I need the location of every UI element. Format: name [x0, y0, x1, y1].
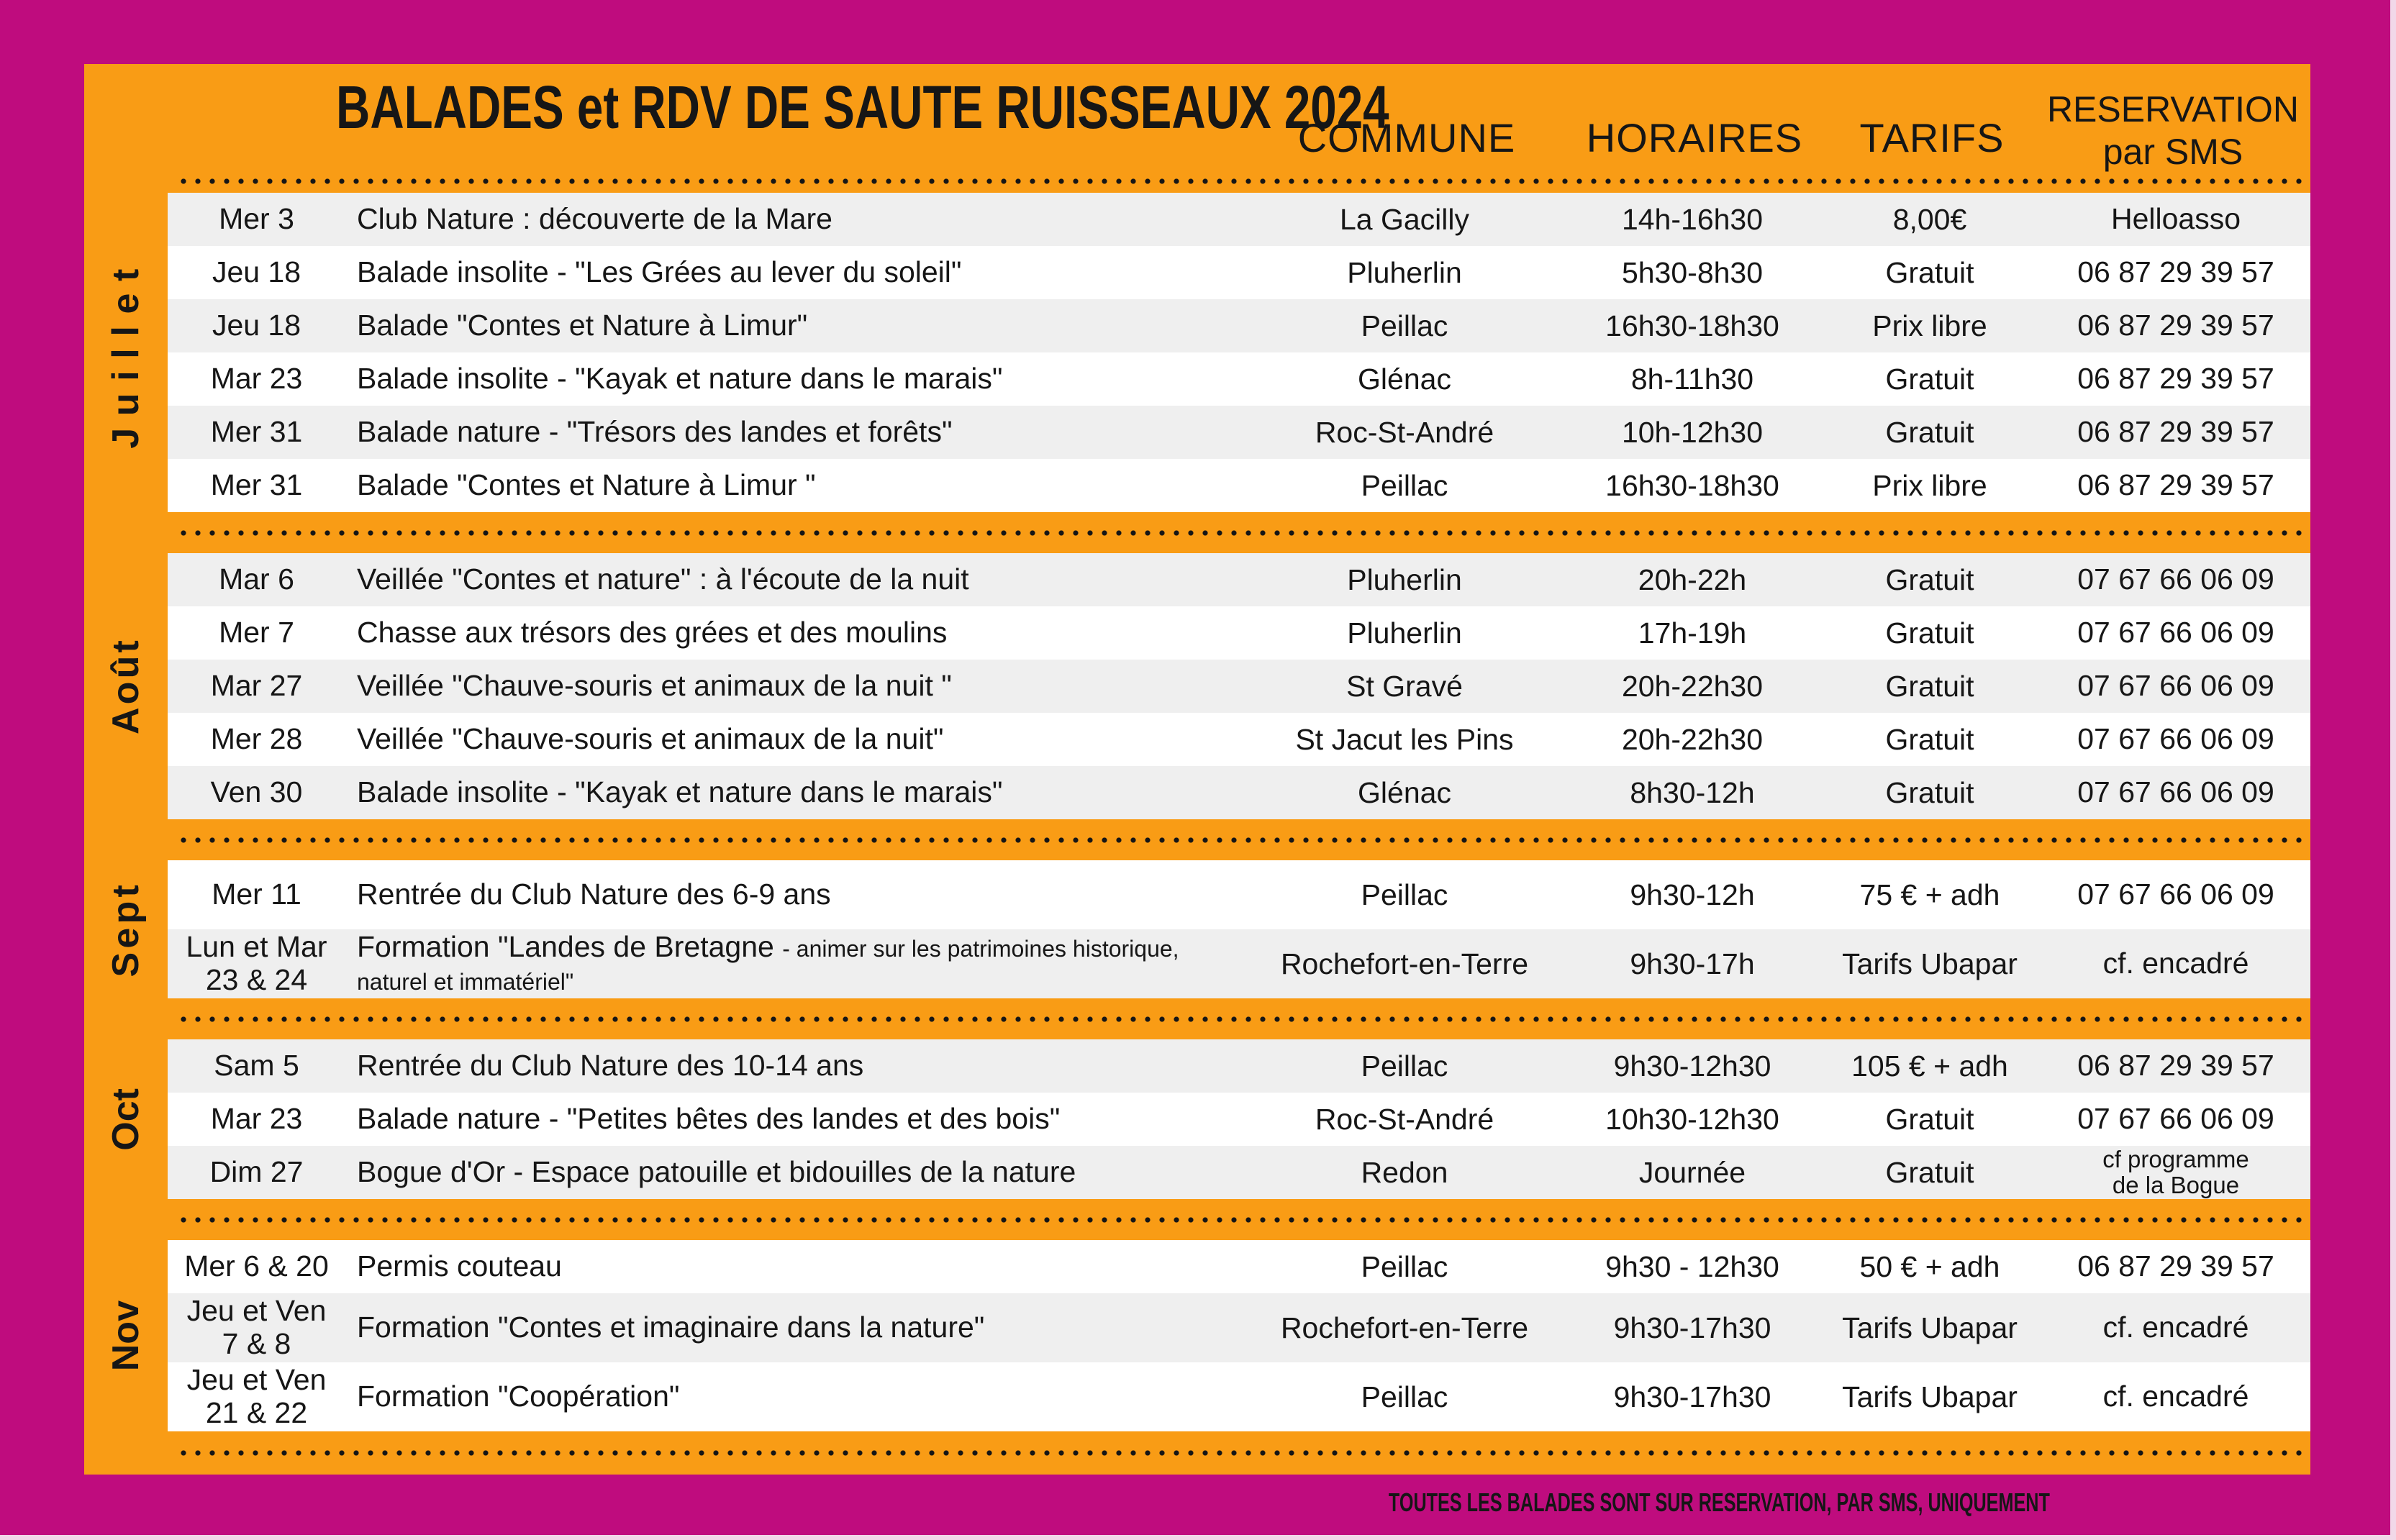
- event-title-cell: [345, 1049, 1243, 1083]
- dotted-separator: [84, 512, 2310, 553]
- date-line1: Dim 27: [209, 1155, 304, 1189]
- date-cell: [168, 1103, 345, 1136]
- date-line1: Jeu 18: [212, 309, 301, 342]
- event-title-cell: [345, 1250, 1243, 1283]
- dotted-line: [176, 178, 2303, 184]
- month-label: Sept: [105, 881, 147, 978]
- date-line1: Jeu et Ven: [186, 1363, 327, 1397]
- scan-edge-artifact-right: [2390, 0, 2396, 1540]
- date-line1: Mer 28: [210, 722, 303, 756]
- date-line1: Mer 7: [219, 616, 294, 650]
- event-title: Balade nature - "Petites bêtes des landes et des bois": [357, 1102, 1061, 1136]
- column-header-tarifs: TARIFS: [1859, 115, 2005, 160]
- month-label: Août: [105, 637, 147, 735]
- column-header-reservation: [2043, 88, 2302, 173]
- horaires-cell: 10h-12h30: [1621, 415, 1764, 449]
- tarif-cell: Gratuit: [1885, 1155, 1974, 1189]
- date-cell: [168, 256, 345, 289]
- month-section: [84, 1240, 2310, 1431]
- date-cell: [168, 1049, 345, 1083]
- dotted-line: [176, 1450, 2303, 1456]
- month-label: Juillet: [105, 256, 147, 449]
- date-line1: Mer 6 & 20: [184, 1249, 329, 1283]
- reservation-cell: [2041, 1049, 2310, 1082]
- event-title: Formation "Contes et imaginaire dans la nature": [357, 1311, 985, 1344]
- event-title-cell: [345, 1156, 1243, 1189]
- table-row: [168, 1240, 2310, 1293]
- footer-note: TOUTES LES BALADES SONT SUR RESERVATION, PAR SMS, UNIQUEMENT: [1388, 1487, 2050, 1517]
- date-cell: [168, 363, 345, 396]
- date-line1: Mar 27: [210, 669, 303, 703]
- tarif-cell: Gratuit: [1885, 722, 1974, 756]
- horaires-cell: 14h-16h30: [1621, 202, 1764, 236]
- horaires-cell: 8h30-12h: [1630, 775, 1755, 809]
- commune-cell: Pluherlin: [1347, 562, 1462, 596]
- reservation-value: Helloasso: [2110, 202, 2241, 236]
- table-row: [168, 606, 2310, 660]
- horaires-cell: 9h30-17h30: [1613, 1380, 1771, 1413]
- commune-cell: La Gacilly: [1339, 202, 1469, 236]
- horaires-cell: 20h-22h30: [1621, 669, 1764, 703]
- event-title-cell: [345, 931, 1243, 997]
- reservation-value: 06 87 29 39 57: [2077, 309, 2274, 342]
- tarif-cell: Gratuit: [1885, 362, 1974, 396]
- dotted-line: [176, 1016, 2303, 1022]
- horaires-cell: 5h30-8h30: [1621, 255, 1764, 289]
- dotted-separator: [84, 819, 2310, 860]
- date-cell: [168, 416, 345, 449]
- reservation-cell: [2041, 416, 2310, 448]
- date-cell: [168, 1295, 345, 1361]
- month-rows: [168, 193, 2310, 512]
- table-row: [168, 713, 2310, 766]
- date-line1: Mer 11: [212, 878, 301, 911]
- horaires-cell: 17h-19h: [1638, 616, 1747, 650]
- date-cell: [168, 563, 345, 596]
- commune-cell: Peillac: [1361, 878, 1448, 911]
- horaires-cell: 16h30-18h30: [1605, 309, 1779, 342]
- event-title-cell: [345, 256, 1243, 289]
- month-label-column: [84, 1039, 168, 1199]
- month-section: [84, 553, 2310, 819]
- date-cell: [168, 1250, 345, 1283]
- commune-cell: Roc-St-André: [1315, 1102, 1494, 1136]
- tarif-cell: Prix libre: [1872, 468, 1987, 502]
- reservation-cell: [2041, 878, 2310, 911]
- calendar-header: [84, 64, 2310, 172]
- horaires-cell: 9h30-12h30: [1613, 1049, 1771, 1083]
- date-line2: 7 & 8: [222, 1327, 291, 1360]
- event-title-cell: [345, 309, 1243, 342]
- date-line1: Mer 31: [210, 468, 303, 502]
- date-line1: Mar 6: [219, 562, 294, 596]
- commune-cell: Glénac: [1358, 775, 1451, 809]
- reservation-cell: [2041, 203, 2310, 235]
- tarif-cell: Gratuit: [1885, 775, 1974, 809]
- event-title-cell: [345, 1311, 1243, 1344]
- reservation-value: 06 87 29 39 57: [2077, 1249, 2274, 1283]
- reservation-cell: [2041, 947, 2310, 980]
- month-section: [84, 193, 2310, 512]
- date-line1: Mar 23: [210, 362, 303, 396]
- event-title-cell: [345, 776, 1243, 809]
- table-row: [168, 246, 2310, 299]
- month-label: Oct: [105, 1088, 147, 1151]
- event-title: Permis couteau: [357, 1249, 562, 1283]
- date-cell: [168, 776, 345, 809]
- dotted-separator: [84, 1431, 2310, 1475]
- event-title: Formation "Coopération": [357, 1380, 680, 1413]
- reservation-cell: [2041, 670, 2310, 702]
- dotted-separator: [84, 169, 2310, 193]
- reservation-value: 06 87 29 39 57: [2077, 255, 2274, 289]
- tarif-cell: Tarifs Ubapar: [1842, 1380, 2018, 1413]
- date-cell: [168, 1156, 345, 1189]
- horaires-cell: 9h30-12h: [1630, 878, 1755, 911]
- month-rows: [168, 860, 2310, 998]
- reservation-value: 06 87 29 39 57: [2077, 362, 2274, 396]
- tarif-cell: 50 € + adh: [1859, 1249, 2000, 1283]
- table-row: [168, 1146, 2310, 1199]
- reservation-header-line2: par SMS: [2102, 132, 2243, 172]
- date-line2: 23 & 24: [205, 963, 308, 996]
- month-section: [84, 1039, 2310, 1199]
- tarif-cell: 105 € + adh: [1851, 1049, 2008, 1083]
- reservation-value: 07 67 66 06 09: [2077, 616, 2274, 650]
- event-title-cell: [345, 1103, 1243, 1136]
- event-title: Balade nature - "Trésors des landes et forêts": [357, 415, 953, 449]
- reservation-cell: [2041, 469, 2310, 501]
- date-cell: [168, 931, 345, 997]
- commune-cell: Rochefort-en-Terre: [1280, 947, 1529, 980]
- tarif-cell: Tarifs Ubapar: [1842, 1311, 2018, 1344]
- dotted-line: [176, 1217, 2303, 1223]
- month-label-column: [84, 553, 168, 819]
- date-cell: [168, 309, 345, 342]
- commune-cell: Peillac: [1361, 309, 1448, 342]
- table-row: [168, 193, 2310, 246]
- commune-cell: Pluherlin: [1347, 255, 1462, 289]
- reservation-value: 06 87 29 39 57: [2077, 1049, 2274, 1083]
- date-line1: Mer 31: [210, 415, 303, 449]
- reservation-value: 07 67 66 06 09: [2077, 878, 2274, 911]
- reservation-value: 07 67 66 06 09: [2077, 562, 2274, 596]
- event-title-cell: [345, 363, 1243, 396]
- event-title: Bogue d'Or - Espace patouille et bidouilles de la nature: [357, 1155, 1076, 1189]
- tarif-cell: Gratuit: [1885, 415, 1974, 449]
- event-subtitle: - animer sur les patrimoines historique, naturel et immatériel": [357, 936, 1179, 995]
- table-row: [168, 929, 2310, 998]
- table-row: [168, 352, 2310, 406]
- date-cell: [168, 723, 345, 756]
- commune-cell: Redon: [1361, 1155, 1448, 1189]
- horaires-cell: 20h-22h: [1638, 562, 1747, 596]
- month-section: [84, 860, 2310, 998]
- reservation-value: 06 87 29 39 57: [2077, 468, 2274, 502]
- event-title: Balade "Contes et Nature à Limur ": [357, 468, 816, 502]
- reservation-cell: [2041, 1147, 2310, 1198]
- reservation-cell: [2041, 256, 2310, 288]
- reservation-cell: [2041, 563, 2310, 596]
- commune-cell: Peillac: [1361, 468, 1448, 502]
- tarif-cell: Tarifs Ubapar: [1842, 947, 2018, 980]
- dotted-line: [176, 837, 2303, 843]
- date-cell: [168, 469, 345, 502]
- date-line1: Jeu et Ven: [186, 1294, 327, 1328]
- column-header-commune: COMMUNE: [1297, 115, 1516, 160]
- table-row: [168, 406, 2310, 459]
- reservation-cell: [2041, 1103, 2310, 1135]
- reservation-value: cf programme: [2102, 1146, 2249, 1172]
- reservation-cell: [2041, 1250, 2310, 1282]
- commune-cell: Peillac: [1361, 1380, 1448, 1413]
- commune-cell: Roc-St-André: [1315, 415, 1494, 449]
- date-cell: [168, 616, 345, 650]
- event-title-cell: [345, 878, 1243, 911]
- table-row: [168, 660, 2310, 713]
- date-cell: [168, 670, 345, 703]
- event-title-cell: [345, 670, 1243, 703]
- table-row: [168, 1039, 2310, 1093]
- date-line1: Sam 5: [214, 1049, 299, 1083]
- date-line1: Jeu 18: [212, 255, 301, 289]
- event-title: Veillée "Chauve-souris et animaux de la nuit ": [357, 669, 952, 703]
- date-line1: Mer 3: [219, 202, 294, 236]
- reservation-value-line2: de la Bogue: [2112, 1172, 2240, 1198]
- commune-cell: Peillac: [1361, 1049, 1448, 1083]
- event-title: Rentrée du Club Nature des 10-14 ans: [357, 1049, 864, 1083]
- date-cell: [168, 203, 345, 236]
- event-title: Veillée "Contes et nature" : à l'écoute de la nuit: [357, 562, 969, 596]
- reservation-cell: [2041, 723, 2310, 755]
- commune-cell: St Jacut les Pins: [1295, 722, 1514, 756]
- horaires-cell: 9h30-17h: [1630, 947, 1755, 980]
- commune-cell: Glénac: [1358, 362, 1451, 396]
- reservation-cell: [2041, 776, 2310, 808]
- event-title-cell: [345, 1380, 1243, 1413]
- table-row: [168, 1293, 2310, 1362]
- tarif-cell: Gratuit: [1885, 616, 1974, 650]
- scan-edge-artifact-bottom: [0, 1535, 2396, 1540]
- month-label-column: [84, 1240, 168, 1431]
- event-title: Chasse aux trésors des grées et des moulins: [357, 616, 948, 650]
- month-rows: [168, 1039, 2310, 1199]
- reservation-value: 06 87 29 39 57: [2077, 415, 2274, 449]
- event-title: Balade insolite - "Les Grées au lever du soleil": [357, 255, 962, 289]
- reservation-cell: [2041, 309, 2310, 342]
- dotted-line: [176, 530, 2303, 536]
- date-line1: Mar 23: [210, 1102, 303, 1136]
- month-rows: [168, 1240, 2310, 1431]
- commune-cell: Pluherlin: [1347, 616, 1462, 650]
- table-row: [168, 553, 2310, 606]
- tarif-cell: 8,00€: [1892, 202, 1967, 236]
- reservation-cell: [2041, 1380, 2310, 1413]
- table-row: [168, 299, 2310, 352]
- event-title: Balade "Contes et Nature à Limur": [357, 309, 808, 342]
- horaires-cell: 20h-22h30: [1621, 722, 1764, 756]
- event-title: Veillée "Chauve-souris et animaux de la nuit": [357, 722, 944, 756]
- reservation-cell: [2041, 616, 2310, 649]
- month-label: Nov: [105, 1300, 147, 1372]
- event-title-cell: [345, 416, 1243, 449]
- event-title-cell: [345, 723, 1243, 756]
- calendar-panel: [84, 64, 2310, 1475]
- table-row: [168, 860, 2310, 929]
- date-line1: Lun et Mar: [186, 930, 327, 964]
- reservation-value: cf. encadré: [2102, 1311, 2249, 1344]
- tarif-cell: Gratuit: [1885, 562, 1974, 596]
- column-header-horaires: HORAIRES: [1586, 115, 1803, 160]
- event-title-cell: [345, 616, 1243, 650]
- horaires-cell: 9h30-17h30: [1613, 1311, 1771, 1344]
- event-title: Balade insolite - "Kayak et nature dans le marais": [357, 775, 1003, 809]
- tarif-cell: Prix libre: [1872, 309, 1987, 342]
- reservation-value: cf. encadré: [2102, 947, 2249, 980]
- month-rows: [168, 553, 2310, 819]
- table-row: [168, 459, 2310, 512]
- reservation-cell: [2041, 1311, 2310, 1344]
- date-line2: 21 & 22: [205, 1396, 308, 1429]
- dotted-separator: [84, 998, 2310, 1039]
- page-title: BALADES et RDV DE SAUTE RUISSEAUX 2024: [336, 73, 1389, 141]
- reservation-value: 07 67 66 06 09: [2077, 775, 2274, 809]
- horaires-cell: 16h30-18h30: [1605, 468, 1779, 502]
- event-title: Formation "Landes de Bretagne: [357, 930, 774, 964]
- horaires-cell: Journée: [1638, 1155, 1746, 1189]
- tarif-cell: Gratuit: [1885, 1102, 1974, 1136]
- tarif-cell: Gratuit: [1885, 255, 1974, 289]
- reservation-cell: [2041, 363, 2310, 395]
- event-title-cell: [345, 203, 1243, 236]
- table-row: [168, 766, 2310, 819]
- event-title-cell: [345, 563, 1243, 596]
- table-row: [168, 1362, 2310, 1431]
- reservation-value: cf. encadré: [2102, 1380, 2249, 1413]
- date-line1: Ven 30: [210, 775, 303, 809]
- reservation-value: 07 67 66 06 09: [2077, 1102, 2274, 1136]
- dotted-separator: [84, 1199, 2310, 1240]
- reservation-value: 07 67 66 06 09: [2077, 722, 2274, 756]
- reservation-header-line1: RESERVATION: [2046, 89, 2300, 129]
- date-cell: [168, 878, 345, 911]
- commune-cell: Rochefort-en-Terre: [1280, 1311, 1529, 1344]
- commune-cell: Peillac: [1361, 1249, 1448, 1283]
- date-cell: [168, 1364, 345, 1430]
- commune-cell: St Gravé: [1346, 669, 1463, 703]
- horaires-cell: 9h30 - 12h30: [1605, 1249, 1779, 1283]
- event-title: Rentrée du Club Nature des 6-9 ans: [357, 878, 831, 911]
- event-title: Balade insolite - "Kayak et nature dans le marais": [357, 362, 1003, 396]
- horaires-cell: 8h-11h30: [1630, 362, 1754, 396]
- tarif-cell: Gratuit: [1885, 669, 1974, 703]
- month-label-column: [84, 193, 168, 512]
- event-title-cell: [345, 469, 1243, 502]
- event-title: Club Nature : découverte de la Mare: [357, 202, 832, 236]
- reservation-value: 07 67 66 06 09: [2077, 669, 2274, 703]
- horaires-cell: 10h30-12h30: [1605, 1102, 1779, 1136]
- tarif-cell: 75 € + adh: [1859, 878, 2000, 911]
- table-row: [168, 1093, 2310, 1146]
- month-label-column: [84, 860, 168, 998]
